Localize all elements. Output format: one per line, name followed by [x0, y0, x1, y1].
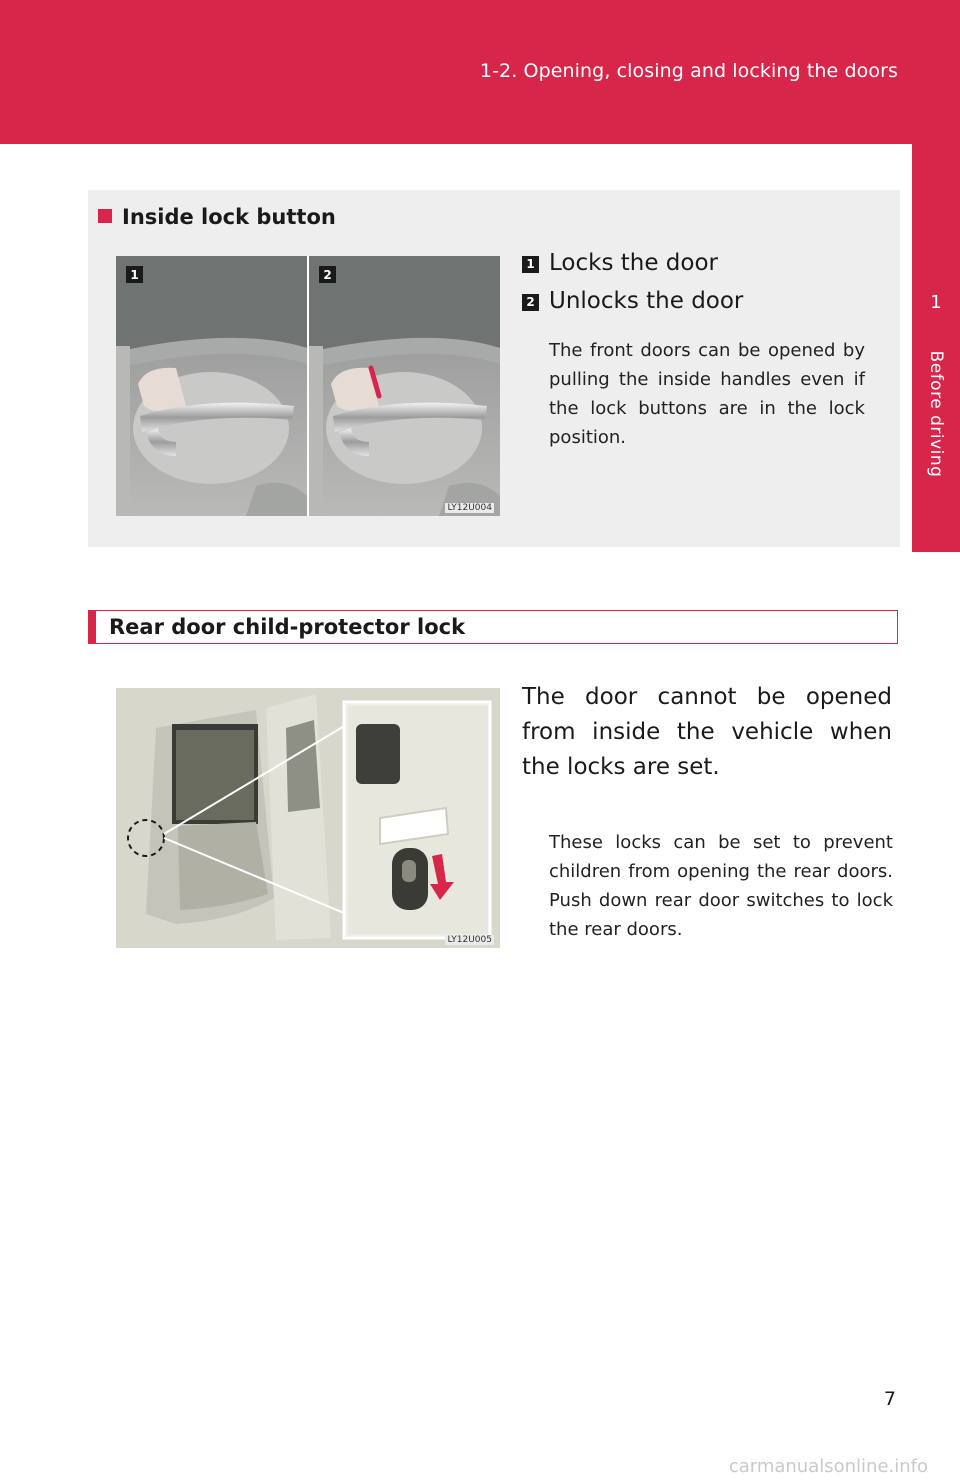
step-number-badge: 1 [522, 256, 539, 273]
child-lock-description: The door cannot be opened from inside the vehicle when the locks are set. [522, 684, 892, 780]
image-code: LY12U004 [447, 503, 492, 513]
image-code: LY12U005 [447, 935, 492, 945]
page-number: 7 [883, 1388, 896, 1410]
header-band [0, 0, 960, 144]
door-handle-photo [116, 256, 500, 516]
child-lock-note: These locks can be set to prevent children from opening the rear doors. Push down rear door switches to lock the rear doors. [549, 832, 893, 940]
chapter-label: Before driving [926, 350, 946, 478]
door-handle-illustration [116, 256, 500, 516]
inside-lock-note: The front doors can be opened by pulling the inside handles even if the lock buttons are in the lock position. [549, 340, 865, 448]
item-label: Unlocks the door [549, 288, 744, 314]
section-title: Rear door child-protector lock [109, 615, 466, 639]
chapter-number: 1 [930, 292, 942, 313]
inside-lock-heading-text: Inside lock button [122, 205, 336, 229]
section-accent [88, 610, 96, 644]
step-number-badge: 2 [522, 294, 539, 311]
list-item [522, 250, 718, 276]
child-lock-illustration [116, 688, 500, 948]
inside-lock-heading [98, 205, 336, 229]
bullet-square-icon [98, 209, 112, 223]
section-path: 1-2. Opening, closing and locking the doors [479, 60, 898, 82]
item-label: Locks the door [549, 250, 718, 276]
image-label-2: 2 [323, 268, 332, 282]
child-lock-photo [116, 688, 500, 948]
watermark-link[interactable]: carmanualsonline.info [728, 1456, 928, 1477]
chapter-tab[interactable] [912, 144, 960, 552]
section-heading-bar [88, 610, 898, 644]
image-label-1: 1 [130, 268, 139, 282]
list-item [522, 288, 743, 314]
